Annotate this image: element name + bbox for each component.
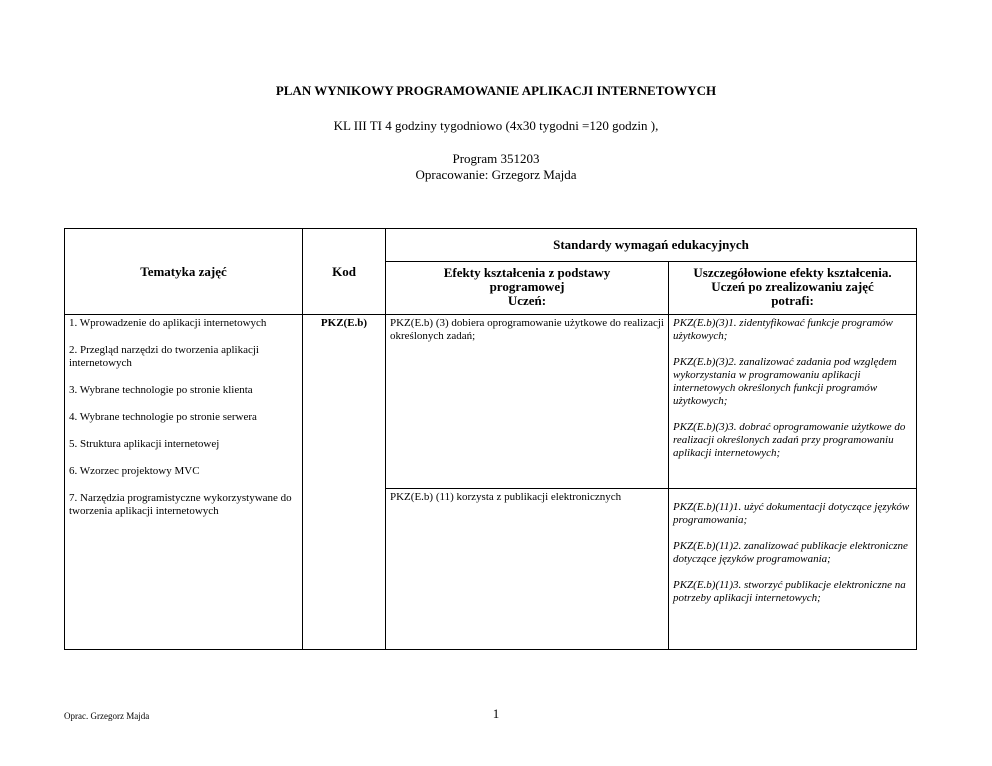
author-line: Opracowanie: Grzegorz Majda: [415, 167, 577, 182]
topic-item: 1. Wprowadzenie do aplikacji internetowych: [69, 317, 267, 329]
document-subtitle: KL III TI 4 godziny tygodniowo (4x30 tygodni =120 godzin ),: [333, 118, 659, 133]
header-kod: Kod: [303, 229, 386, 315]
topics-cell: [65, 315, 303, 650]
detailed-effect-item: PKZ(E.b)(3)1. zidentyfikować funkcje programów użytkowych;: [673, 317, 893, 342]
header-topics: Tematyka zajęć: [65, 229, 303, 315]
program-info: [0, 151, 992, 183]
program-number: Program 351203: [452, 151, 540, 166]
header-standards: Standardy wymagań edukacyjnych: [386, 229, 917, 262]
detailed-effect-item: PKZ(E.b)(3)3. dobrać oprogramowanie użytkowe do realizacji określonych zadań przy programowaniu aplikacji internetowych;: [673, 421, 906, 459]
header-detailed-line: Uczeń po zrealizowaniu zajęć: [711, 279, 874, 294]
document-title: PLAN WYNIKOWY PROGRAMOWANIE APLIKACJI INTERNETOWYCH: [275, 83, 717, 98]
topic-item: 7. Narzędzia programistyczne wykorzystywane do tworzenia aplikacji internetowych: [69, 492, 292, 517]
detailed-effect-item: PKZ(E.b)(3)2. zanalizować zadania pod względem wykorzystania w programowaniu aplikacji internetowych określonych funkcji programów użytkowych;: [673, 356, 897, 407]
topic-item: 4. Wybrane technologie po stronie serwera: [69, 411, 257, 423]
header-effects: [386, 262, 669, 315]
detailed-effects-cell: [669, 489, 917, 650]
footer-author: Oprac. Grzegorz Majda: [64, 711, 150, 721]
detailed-effects-cell: [669, 315, 917, 489]
plan-table: [64, 228, 917, 650]
header-detailed: [669, 262, 917, 315]
topic-item: 2. Przegląd narzędzi do tworzenia aplikacji internetowych: [69, 344, 259, 369]
header-detailed-line: Uszczegółowione efekty kształcenia.: [693, 265, 892, 280]
page-number: 1: [492, 706, 500, 721]
topic-item: 3. Wybrane technologie po stronie klienta: [69, 384, 253, 396]
effect-cell: PKZ(E.b) (3) dobiera oprogramowanie użytkowe do realizacji określonych zadań;: [386, 315, 669, 489]
topic-item: 6. Wzorzec projektowy MVC: [69, 465, 200, 477]
effect-cell: PKZ(E.b) (11) korzysta z publikacji elektronicznych: [386, 489, 669, 650]
detailed-effect-item: PKZ(E.b)(11)1. użyć dokumentacji dotyczące języków programowania;: [673, 501, 910, 526]
topic-item: 5. Struktura aplikacji internetowej: [69, 438, 220, 450]
header-effects-line: programowej: [489, 279, 565, 294]
header-effects-line: Uczeń:: [507, 293, 547, 308]
header-effects-line: Efekty kształcenia z podstawy: [443, 265, 611, 280]
detailed-effect-item: PKZ(E.b)(11)3. stworzyć publikacje elektroniczne na potrzeby aplikacji internetowych;: [673, 579, 906, 604]
detailed-effect-item: PKZ(E.b)(11)2. zanalizować publikacje elektroniczne dotyczące języków programowania;: [673, 540, 908, 565]
kod-cell: PKZ(E.b): [303, 315, 386, 650]
header-detailed-line: potrafi:: [771, 293, 814, 308]
